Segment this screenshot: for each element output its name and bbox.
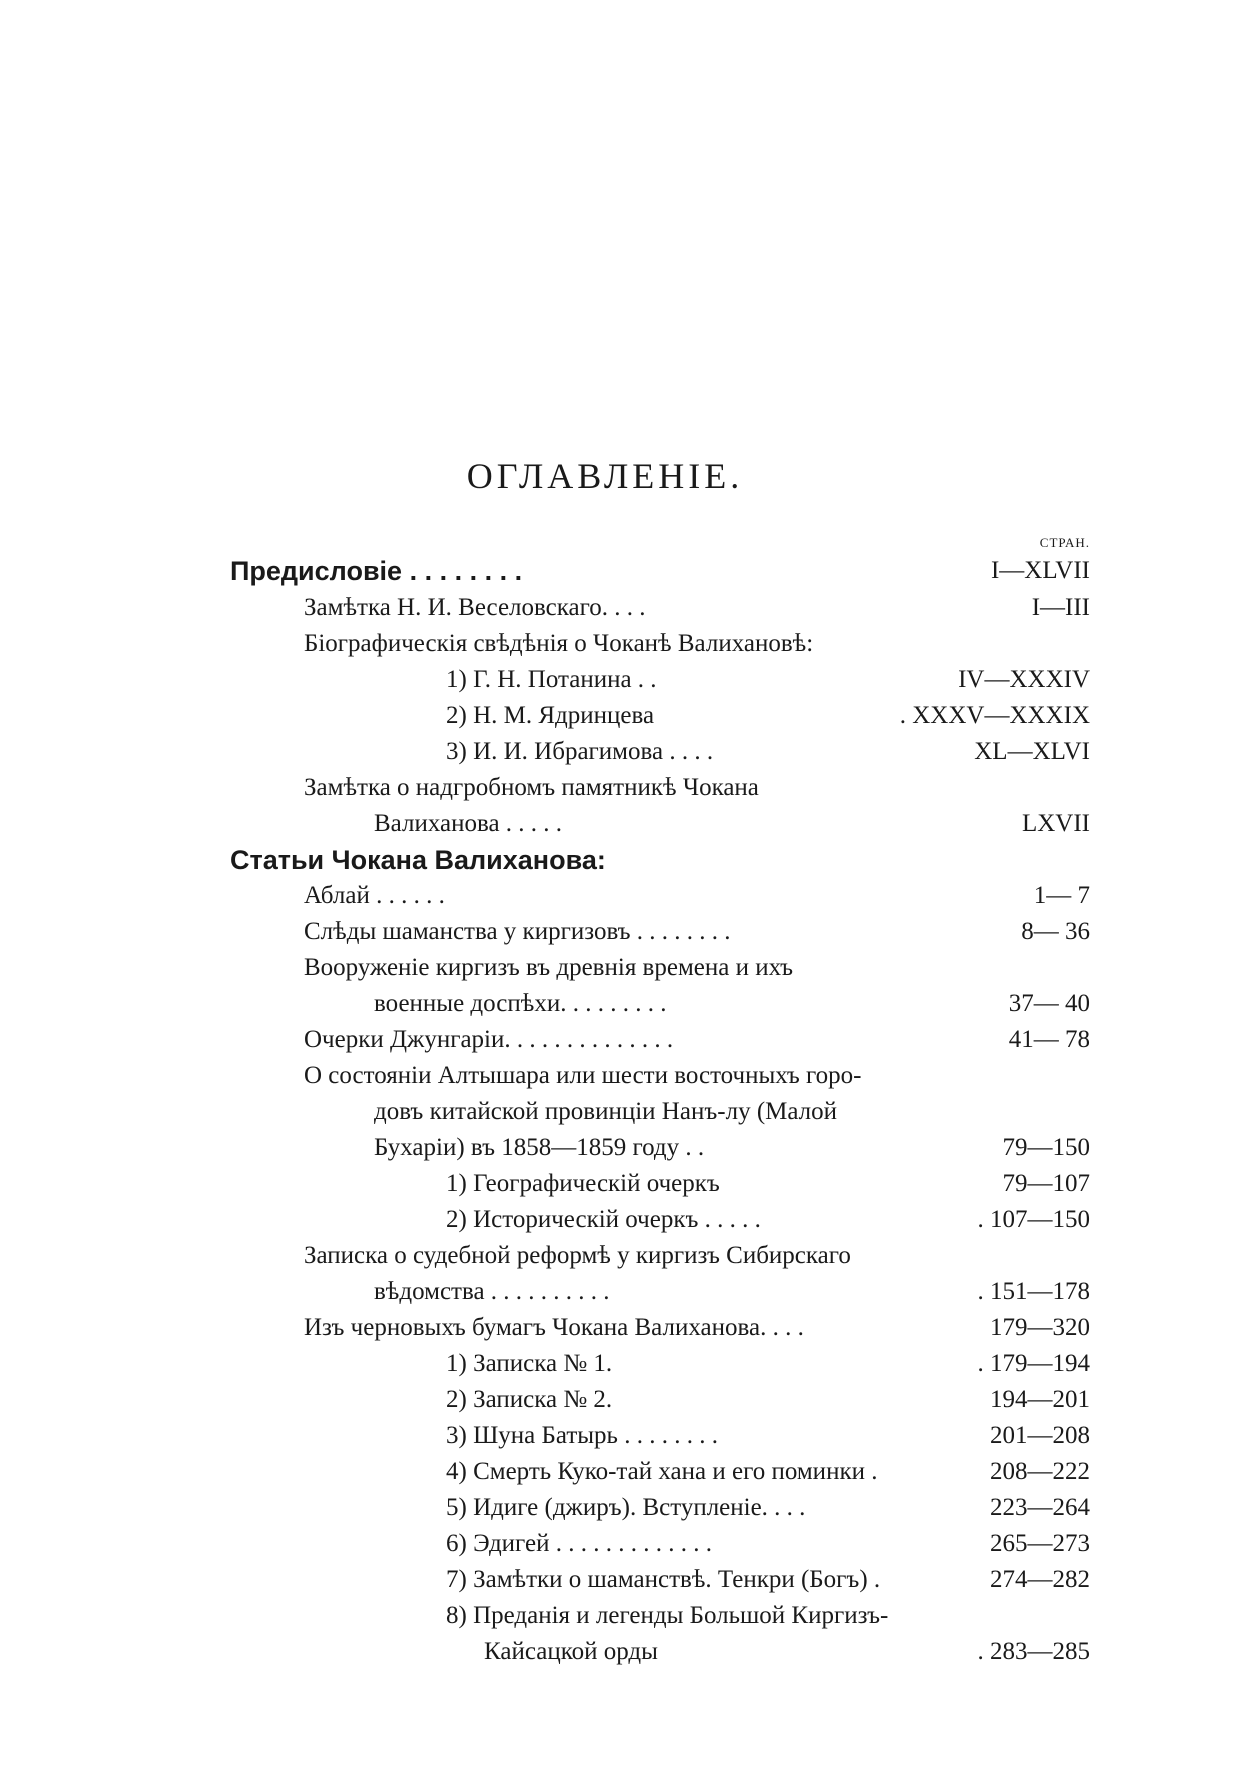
- toc-entry: [0, 986, 1259, 1022]
- toc-entry-pages: 265—273: [990, 1530, 1090, 1557]
- toc-entry-pages: 179—320: [990, 1314, 1090, 1341]
- toc-entry: [0, 878, 1259, 914]
- toc-entry-pages: . 151—178: [977, 1278, 1090, 1305]
- toc-entry-label: 4) Смерть Куко-тай хана и его поминки .: [446, 1458, 878, 1485]
- toc-entry-label: 1) Географическій очеркъ: [446, 1170, 720, 1197]
- toc-entry: [0, 1166, 1259, 1202]
- toc-entry-pages: 223—264: [990, 1494, 1090, 1521]
- toc-entry-pages: 274—282: [990, 1566, 1090, 1593]
- toc-entry-pages: 194—201: [990, 1386, 1090, 1413]
- toc-entry: [0, 1346, 1259, 1382]
- toc-entry-label: 3) Шуна Батырь . . . . . . . .: [446, 1422, 718, 1449]
- toc-entry-label: Валиханова . . . . .: [374, 810, 563, 837]
- toc-entry-label: О состояніи Алтышара или шести восточныхъ горо-: [304, 1062, 862, 1089]
- toc-entry: [0, 698, 1259, 734]
- toc-entry: [0, 1454, 1259, 1490]
- toc-entry-label: 2) Н. М. Ядринцева: [446, 702, 655, 729]
- toc-entry: [0, 1490, 1259, 1526]
- toc-entry-label: вѣдомства . . . . . . . . . .: [374, 1278, 610, 1305]
- toc-entry-label: Аблай . . . . . .: [304, 882, 445, 909]
- toc-entry: [0, 950, 1259, 986]
- toc-entry: [0, 590, 1259, 626]
- toc-entry-label: Предисловіе . . . . . . . .: [230, 556, 523, 586]
- toc-entry-label: 7) Замѣтки о шаманствѣ. Тенкри (Богъ) .: [446, 1566, 881, 1593]
- toc-entry-label: Бухаріи) въ 1858—1859 году . .: [374, 1134, 705, 1161]
- toc-entry-label: 1) Записка № 1.: [446, 1350, 613, 1377]
- toc-entry: [0, 1238, 1259, 1274]
- toc-entry: [0, 626, 1259, 662]
- toc-entry: [0, 842, 1259, 878]
- toc-entry: [0, 1094, 1259, 1130]
- toc-entry-pages: 201—208: [990, 1422, 1090, 1449]
- toc-entry-pages: IV—XXXIV: [958, 666, 1090, 693]
- toc-entry: [0, 1526, 1259, 1562]
- toc-entry-label: 8) Преданія и легенды Большой Киргизъ-: [446, 1602, 889, 1629]
- toc-entry: [0, 806, 1259, 842]
- toc-entry-pages: 37— 40: [1008, 990, 1090, 1017]
- toc-entry-pages: . XXXV—XXXIX: [899, 702, 1090, 729]
- toc-entry: [0, 1274, 1259, 1310]
- toc-entry: [0, 553, 1259, 589]
- toc-entry-pages: . 179—194: [977, 1350, 1090, 1377]
- toc-entry-pages: . 107—150: [977, 1206, 1090, 1233]
- toc-entry: [0, 1634, 1259, 1670]
- toc-entry-label: 2) Записка № 2.: [446, 1386, 613, 1413]
- toc-entry-pages: XL—XLVI: [974, 738, 1090, 765]
- toc-entry-label: Біографическія свѣдѣнія о Чоканѣ Валихановѣ:: [304, 630, 814, 657]
- pages-column-header: СТРАН.: [1039, 535, 1090, 550]
- toc-entry: [0, 1058, 1259, 1094]
- page-title: ОГЛАВЛЕНІЕ.: [466, 456, 744, 496]
- toc-entry: [0, 1310, 1259, 1346]
- toc-entry: [0, 1598, 1259, 1634]
- toc-entry-pages: I—III: [1031, 594, 1090, 621]
- toc-entry-label: Кайсацкой орды: [484, 1638, 658, 1665]
- toc-entry-label: 2) Историческій очеркъ . . . . .: [446, 1206, 761, 1233]
- toc-entry-label: 5) Идиге (джиръ). Вступленіе. . . .: [446, 1494, 806, 1521]
- toc-entry-label: Записка о судебной реформѣ у киргизъ Сибирскаго: [304, 1242, 851, 1269]
- toc-entry-pages: I—XLVII: [990, 557, 1090, 584]
- toc-entry-label: Изъ черновыхъ бумагъ Чокана Валиханова. . . .: [304, 1314, 804, 1341]
- toc-entry-label: Замѣтка Н. И. Веселовскаго. . . .: [304, 594, 646, 621]
- toc-entry: [0, 770, 1259, 806]
- toc-entry: [0, 1418, 1259, 1454]
- toc-entry-label: Статьи Чокана Валиханова:: [230, 845, 606, 875]
- toc-entry-label: 6) Эдигей . . . . . . . . . . . . .: [446, 1530, 712, 1557]
- toc-entry: [0, 1382, 1259, 1418]
- toc-entry-pages: 41— 78: [1008, 1026, 1090, 1053]
- toc-entry-pages: LXVII: [1021, 810, 1090, 837]
- toc-entry-pages: 79—150: [1002, 1134, 1090, 1161]
- toc-entry-label: Замѣтка о надгробномъ памятникѣ Чокана: [304, 774, 759, 801]
- toc-entry-pages: 1— 7: [1033, 882, 1090, 909]
- toc-entry-label: Слѣды шаманства у киргизовъ . . . . . . . .: [304, 918, 731, 945]
- toc-entry-label: военные доспѣхи. . . . . . . . .: [374, 990, 667, 1017]
- toc-entry-label: 1) Г. Н. Потанина . .: [446, 666, 657, 693]
- toc-entry-pages: 8— 36: [1021, 918, 1090, 945]
- toc-entry-label: Очерки Джунгаріи. . . . . . . . . . . . . .: [304, 1026, 674, 1053]
- toc-entry: [0, 914, 1259, 950]
- toc-entry-pages: 79—107: [1002, 1170, 1090, 1197]
- toc-entry: [0, 734, 1259, 770]
- toc-entry-pages: . 283—285: [977, 1638, 1090, 1665]
- toc-entry: [0, 662, 1259, 698]
- toc-entry: [0, 1130, 1259, 1166]
- toc-entry-pages: 208—222: [990, 1458, 1090, 1485]
- toc-entry-label: довъ китайской провинціи Нанъ-лу (Малой: [374, 1098, 838, 1125]
- toc-entry-label: Вооруженіе киргизъ въ древнія времена и ихъ: [304, 954, 794, 981]
- toc-entry: [0, 1562, 1259, 1598]
- toc-entry: [0, 1202, 1259, 1238]
- toc-entry-label: 3) И. И. Ибрагимова . . . .: [446, 738, 714, 765]
- toc-entry: [0, 1022, 1259, 1058]
